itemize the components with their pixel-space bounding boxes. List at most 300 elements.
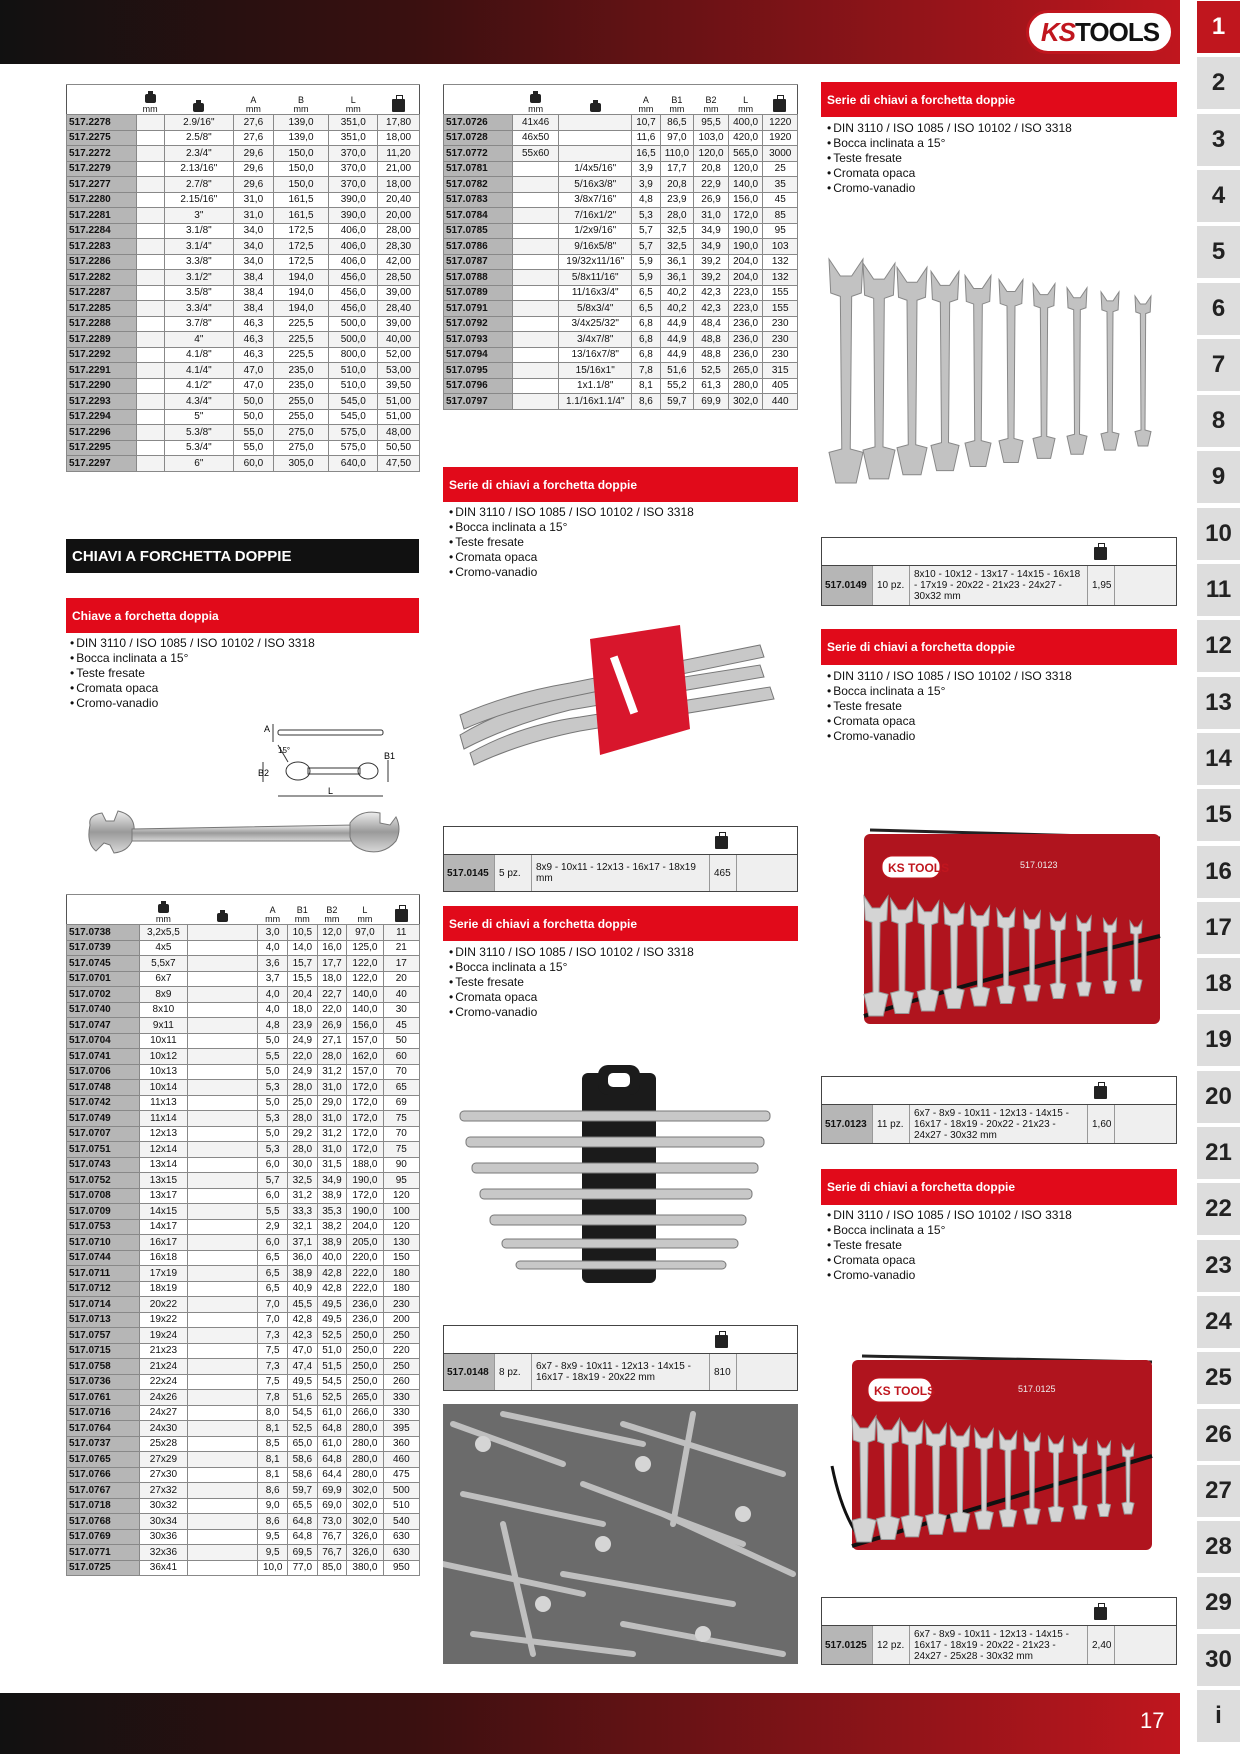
table-cell: 6,8 — [632, 332, 660, 348]
roll-logo: KS TOOLS — [874, 1384, 936, 1398]
table-cell: 9/16x5/8" — [559, 239, 632, 255]
table-cell: 59,7 — [287, 1483, 317, 1499]
feature-item: • Bocca inclinata a 15° — [827, 684, 1072, 699]
table-cell: 236,0 — [347, 1297, 383, 1313]
table-cell — [136, 192, 164, 208]
table-metric-wrenches — [66, 894, 420, 1576]
table-cell — [513, 208, 559, 224]
table-cell — [513, 161, 559, 177]
table-cell: 7,8 — [632, 363, 660, 379]
table-row — [67, 956, 420, 972]
article-code: 517.2297 — [67, 456, 137, 472]
table-cell: 3,0 — [258, 925, 288, 941]
table-cell: 17,7 — [660, 161, 694, 177]
chapter-tab-14[interactable]: 14 — [1197, 733, 1240, 785]
table-row — [67, 971, 420, 987]
table-cell: 11,20 — [378, 146, 420, 162]
table-cell: 5" — [164, 409, 234, 425]
table-cell: 157,0 — [347, 1033, 383, 1049]
article-code: 517.0789 — [444, 285, 513, 301]
article-code: 517.0797 — [444, 394, 513, 410]
feature-list-set-12 — [827, 1208, 1072, 1283]
table-cell: 223,0 — [728, 301, 763, 317]
table-cell: 140,0 — [347, 987, 383, 1003]
table-row — [444, 378, 798, 394]
table-cell: 36x41 — [139, 1560, 187, 1576]
table-cell: 20x22 — [139, 1297, 187, 1313]
table-row — [67, 115, 420, 131]
table-cell — [513, 192, 559, 208]
table-cell: 172,5 — [273, 254, 329, 270]
table-cell: 236,0 — [728, 316, 763, 332]
page-number: 17 — [1140, 1708, 1165, 1733]
kit-qty: 5 pz. — [494, 855, 531, 891]
chapter-tab-16[interactable]: 16 — [1197, 846, 1240, 898]
chapter-tab-22[interactable]: 22 — [1197, 1183, 1240, 1235]
table-cell: 20,8 — [660, 177, 694, 193]
feature-item: • DIN 3110 / ISO 1085 / ISO 10102 / ISO 3318 — [449, 505, 694, 520]
table-cell — [136, 270, 164, 286]
article-code: 517.0742 — [67, 1095, 140, 1111]
table-cell: 55,2 — [660, 378, 694, 394]
article-code: 517.0737 — [67, 1436, 140, 1452]
table-cell — [136, 363, 164, 379]
table-cell: 75 — [383, 1142, 419, 1158]
table-cell: 172,0 — [347, 1126, 383, 1142]
weight-icon — [1094, 1086, 1107, 1099]
table-cell: 190,0 — [347, 1173, 383, 1189]
table-cell: 5.3/4" — [164, 440, 234, 456]
table-cell: 4,0 — [258, 987, 288, 1003]
chapter-tab-19[interactable]: 19 — [1197, 1014, 1240, 1066]
table-cell: 6x7 — [139, 971, 187, 987]
dim-b2: B2 — [258, 768, 270, 778]
kit-517-0145 — [443, 826, 798, 892]
table-cell — [188, 1219, 258, 1235]
chapter-tab-29[interactable]: 29 — [1197, 1577, 1240, 1629]
kit-qty: 10 pz. — [872, 566, 909, 605]
table-cell — [188, 1374, 258, 1390]
table-cell: 3,7 — [258, 971, 288, 987]
table-cell: 42,3 — [287, 1328, 317, 1344]
table-cell: 150 — [383, 1250, 419, 1266]
table-row — [67, 1250, 420, 1266]
column-header: mm — [139, 895, 187, 925]
table-row — [444, 270, 798, 286]
chapter-tab-4[interactable]: 4 — [1197, 170, 1240, 222]
table-cell: 280,0 — [347, 1452, 383, 1468]
table-cell — [188, 1405, 258, 1421]
table-cell: 172,0 — [347, 1188, 383, 1204]
table-cell: 24x26 — [139, 1390, 187, 1406]
table-cell: 37,1 — [287, 1235, 317, 1251]
table-row — [444, 223, 798, 239]
table-cell: 11 — [383, 925, 419, 941]
table-cell: 52,5 — [287, 1421, 317, 1437]
table-cell: 73,0 — [317, 1514, 347, 1530]
table-cell: 1/4x5/16" — [559, 161, 632, 177]
table-row — [67, 332, 420, 348]
kit-qty: 8 pz. — [494, 1354, 531, 1390]
table-row — [67, 1235, 420, 1251]
table-cell: 23,9 — [660, 192, 694, 208]
table-cell: 5,5 — [258, 1204, 288, 1220]
table-cell: 120 — [383, 1188, 419, 1204]
table-cell: 5,3 — [258, 1111, 288, 1127]
table-row — [67, 1188, 420, 1204]
table-cell: 18,0 — [287, 1002, 317, 1018]
table-cell: 46,3 — [234, 332, 273, 348]
table-cell: 64,8 — [287, 1514, 317, 1530]
table-cell: 5,0 — [258, 1064, 288, 1080]
table-cell: 10x14 — [139, 1080, 187, 1096]
table-cell: 275,0 — [273, 425, 329, 441]
table-cell: 50,0 — [234, 409, 273, 425]
article-code: 517.0751 — [67, 1142, 140, 1158]
feature-item: • Bocca inclinata a 15° — [70, 651, 315, 666]
table-cell — [188, 1111, 258, 1127]
article-code: 517.0738 — [67, 925, 140, 941]
chapter-tab-24[interactable]: 24 — [1197, 1296, 1240, 1348]
article-code: 517.0771 — [67, 1545, 140, 1561]
chapter-tab-11[interactable]: 11 — [1197, 564, 1240, 616]
chapter-tab-9[interactable]: 9 — [1197, 451, 1240, 503]
chapter-tab-23[interactable]: 23 — [1197, 1240, 1240, 1292]
table-cell: 125,0 — [347, 940, 383, 956]
table-cell: 61,0 — [317, 1436, 347, 1452]
table-cell: 4,8 — [258, 1018, 288, 1034]
table-cell: 55x60 — [513, 146, 559, 162]
chapter-tab-25[interactable]: 25 — [1197, 1352, 1240, 1404]
table-cell: 5/8x3/4" — [559, 301, 632, 317]
table-cell — [188, 1018, 258, 1034]
table-cell: 28,0 — [660, 208, 694, 224]
table-cell: 2.7/8" — [164, 177, 234, 193]
table-row — [67, 1529, 420, 1545]
table-cell: 6,0 — [258, 1235, 288, 1251]
table-cell: 28,0 — [287, 1142, 317, 1158]
feature-item: • Cromata opaca — [70, 681, 315, 696]
chapter-tab-30[interactable]: 30 — [1197, 1634, 1240, 1686]
table-cell: 19x22 — [139, 1312, 187, 1328]
table-row — [67, 161, 420, 177]
table-cell: 7,5 — [258, 1343, 288, 1359]
table-row — [444, 192, 798, 208]
table-row — [67, 1018, 420, 1034]
chapter-tab-i[interactable]: i — [1197, 1690, 1240, 1742]
table-row — [67, 1483, 420, 1499]
table-cell: 110,0 — [660, 146, 694, 162]
table-cell: 360 — [383, 1436, 419, 1452]
table-cell: 97,0 — [660, 130, 694, 146]
table-cell: 97,0 — [347, 925, 383, 941]
chapter-tab-15[interactable]: 15 — [1197, 789, 1240, 841]
table-cell: 21 — [383, 940, 419, 956]
table-cell — [188, 1312, 258, 1328]
table-cell: 64,4 — [317, 1467, 347, 1483]
table-cell: 172,0 — [347, 1111, 383, 1127]
table-cell: 230 — [383, 1297, 419, 1313]
chapter-tab-10[interactable]: 10 — [1197, 508, 1240, 560]
article-code: 517.0769 — [67, 1529, 140, 1545]
chapter-tab-26[interactable]: 26 — [1197, 1409, 1240, 1461]
table-cell: 640,0 — [329, 456, 378, 472]
table-cell: 95,5 — [694, 115, 729, 131]
weight-icon — [392, 99, 405, 112]
article-code: 517.0743 — [67, 1157, 140, 1173]
table-cell: 38,2 — [317, 1219, 347, 1235]
article-code: 517.0753 — [67, 1219, 140, 1235]
table-cell — [136, 254, 164, 270]
table-row — [67, 1049, 420, 1065]
article-code: 517.2285 — [67, 301, 137, 317]
table-cell: 500,0 — [329, 316, 378, 332]
table-cell: 13x15 — [139, 1173, 187, 1189]
table-row — [67, 987, 420, 1003]
article-code: 517.0785 — [444, 223, 513, 239]
dim-angle: 15° — [278, 746, 291, 755]
table-cell: 250,0 — [347, 1374, 383, 1390]
table-cell: 6,5 — [632, 301, 660, 317]
table-cell: 17,7 — [317, 956, 347, 972]
table-cell: 22x24 — [139, 1374, 187, 1390]
table-cell: 65 — [383, 1080, 419, 1096]
table-cell — [136, 177, 164, 193]
kit-sizes: 8x10 - 10x12 - 13x17 - 14x15 - 16x18 - 17x19 - 20x22 - 21x23 - 24x27 - 30x32 mm — [909, 566, 1087, 605]
table-cell: 3.5/8" — [164, 285, 234, 301]
table-cell — [136, 425, 164, 441]
table-cell — [188, 1483, 258, 1499]
table-cell: 100 — [383, 1204, 419, 1220]
article-code: 517.0787 — [444, 254, 513, 270]
table-cell: 132 — [763, 270, 798, 286]
table-cell: 205,0 — [347, 1235, 383, 1251]
table-cell: 51,5 — [317, 1359, 347, 1375]
table-cell: 220 — [383, 1343, 419, 1359]
chapter-tab-6[interactable]: 6 — [1197, 283, 1240, 335]
product-title-set-8: Serie di chiavi a forchetta doppie — [443, 906, 798, 941]
table-cell: 14x17 — [139, 1219, 187, 1235]
feature-item: • Cromo-vanadio — [70, 696, 315, 711]
table-cell: 280,0 — [347, 1436, 383, 1452]
table-cell: 5,0 — [258, 1033, 288, 1049]
chapter-tab-5[interactable]: 5 — [1197, 226, 1240, 278]
feature-list-set-5 — [449, 505, 694, 580]
table-cell: 456,0 — [329, 285, 378, 301]
table-cell: 235,0 — [273, 363, 329, 379]
column-header: B mm — [273, 85, 329, 115]
table-cell — [513, 316, 559, 332]
table-row — [67, 208, 420, 224]
chapter-tab-28[interactable]: 28 — [1197, 1521, 1240, 1573]
table-cell: 6,5 — [258, 1281, 288, 1297]
chapter-tab-8[interactable]: 8 — [1197, 395, 1240, 447]
table-cell: 38,4 — [234, 285, 273, 301]
table-row — [67, 239, 420, 255]
table-cell: 3.3/4" — [164, 301, 234, 317]
table-cell: 162,0 — [347, 1049, 383, 1065]
table-cell — [188, 1359, 258, 1375]
table-row — [67, 347, 420, 363]
table-cell: 28,00 — [378, 223, 420, 239]
article-code: 517.0752 — [67, 1173, 140, 1189]
column-header-code — [67, 85, 137, 115]
table-row — [67, 270, 420, 286]
article-code: 517.0725 — [67, 1560, 140, 1576]
table-cell: 26,9 — [317, 1018, 347, 1034]
table-cell: 5,9 — [632, 254, 660, 270]
table-cell: 236,0 — [347, 1312, 383, 1328]
table-cell: 69 — [383, 1095, 419, 1111]
table-cell: 49,5 — [287, 1374, 317, 1390]
inch-size-icon — [193, 103, 204, 112]
table-cell: 5,7 — [632, 239, 660, 255]
table-cell: 33,3 — [287, 1204, 317, 1220]
chapter-tab-2[interactable]: 2 — [1197, 57, 1240, 109]
table-cell — [513, 223, 559, 239]
article-code: 517.0748 — [67, 1080, 140, 1096]
table-cell: 236,0 — [728, 332, 763, 348]
article-code: 517.0784 — [444, 208, 513, 224]
table-cell: 7,0 — [258, 1297, 288, 1313]
table-cell: 8,1 — [258, 1452, 288, 1468]
header-bar — [0, 0, 1180, 64]
table-cell: 11x14 — [139, 1111, 187, 1127]
product-title-set-12: Serie di chiavi a forchetta doppie — [821, 1169, 1177, 1205]
table-cell: 194,0 — [273, 270, 329, 286]
table-cell: 85,0 — [317, 1560, 347, 1576]
table-cell: 22,0 — [287, 1049, 317, 1065]
table-row — [444, 363, 798, 379]
table-cell: 7,3 — [258, 1359, 288, 1375]
table-cell: 45,5 — [287, 1297, 317, 1313]
table-cell: 22,9 — [694, 177, 729, 193]
table-cell — [513, 285, 559, 301]
table-cell: 1/2x9/16" — [559, 223, 632, 239]
table-cell: 565,0 — [728, 146, 763, 162]
table-row — [444, 208, 798, 224]
table-row — [67, 301, 420, 317]
article-code: 517.0736 — [67, 1374, 140, 1390]
feature-item: • Bocca inclinata a 15° — [449, 960, 694, 975]
table-cell: 280,0 — [347, 1467, 383, 1483]
chapter-tab-18[interactable]: 18 — [1197, 958, 1240, 1010]
chapter-tab-27[interactable]: 27 — [1197, 1465, 1240, 1517]
table-cell: 326,0 — [347, 1529, 383, 1545]
set-10-photo — [822, 255, 1172, 495]
article-code: 517.0747 — [67, 1018, 140, 1034]
table-cell: 161,5 — [273, 192, 329, 208]
table-cell: 18,0 — [317, 971, 347, 987]
feature-item: • DIN 3110 / ISO 1085 / ISO 10102 / ISO 3318 — [827, 669, 1072, 684]
wrench-shape — [1067, 288, 1087, 454]
table-cell: 31,0 — [694, 208, 729, 224]
chapter-tab-3[interactable]: 3 — [1197, 114, 1240, 166]
table-row — [67, 1312, 420, 1328]
table-cell — [188, 971, 258, 987]
chapter-tab-13[interactable]: 13 — [1197, 677, 1240, 729]
column-header — [164, 85, 234, 115]
table-cell: 510,0 — [329, 378, 378, 394]
table-cell: 32,5 — [660, 223, 694, 239]
table-cell: 406,0 — [329, 223, 378, 239]
column-header-code — [444, 85, 513, 115]
article-code: 517.2288 — [67, 316, 137, 332]
table-cell — [188, 1033, 258, 1049]
table-row — [67, 1157, 420, 1173]
table-cell: 31,0 — [317, 1142, 347, 1158]
wrench-size-icon — [158, 904, 169, 913]
table-cell — [136, 378, 164, 394]
table-cell — [188, 1173, 258, 1189]
table-cell: 103 — [763, 239, 798, 255]
table-cell — [513, 378, 559, 394]
article-code: 517.2295 — [67, 440, 137, 456]
dim-a: A — [264, 724, 271, 734]
table-cell: 29,2 — [287, 1126, 317, 1142]
table-cell: 150,0 — [273, 177, 329, 193]
table-cell — [136, 146, 164, 162]
chapter-tab-7[interactable]: 7 — [1197, 339, 1240, 391]
table-cell: 6,5 — [258, 1250, 288, 1266]
table-cell: 172,0 — [347, 1095, 383, 1111]
table-cell: 260 — [383, 1374, 419, 1390]
article-code: 517.0782 — [444, 177, 513, 193]
table-cell: 17,80 — [378, 115, 420, 131]
table-row — [67, 425, 420, 441]
table-cell — [559, 130, 632, 146]
table-cell: 6,5 — [258, 1266, 288, 1282]
table-cell: 42,00 — [378, 254, 420, 270]
table-cell: 351,0 — [329, 115, 378, 131]
article-code: 517.0767 — [67, 1483, 140, 1499]
table-cell: 172,0 — [347, 1142, 383, 1158]
table-cell: 50,0 — [234, 394, 273, 410]
table-cell — [188, 1545, 258, 1561]
table-cell: 10,7 — [632, 115, 660, 131]
table-cell: 31,0 — [317, 1080, 347, 1096]
table-row — [67, 146, 420, 162]
table-cell: 230 — [763, 332, 798, 348]
table-cell: 45 — [383, 1018, 419, 1034]
table-row — [67, 394, 420, 410]
table-row — [67, 409, 420, 425]
table-cell: 29,6 — [234, 177, 273, 193]
article-code: 517.2280 — [67, 192, 137, 208]
table-cell: 8,1 — [258, 1421, 288, 1437]
table-cell: 370,0 — [329, 146, 378, 162]
table-cell: 380,0 — [347, 1560, 383, 1576]
table-cell — [136, 115, 164, 131]
table-cell — [188, 1343, 258, 1359]
table-cell: 69,9 — [694, 394, 729, 410]
chapter-tab-12[interactable]: 12 — [1197, 620, 1240, 672]
table-cell: 28,0 — [287, 1111, 317, 1127]
table-cell: 76,7 — [317, 1529, 347, 1545]
table-row — [444, 316, 798, 332]
table-cell: 60 — [383, 1049, 419, 1065]
table-row — [67, 1545, 420, 1561]
table-cell: 540 — [383, 1514, 419, 1530]
chapter-tab-21[interactable]: 21 — [1197, 1127, 1240, 1179]
feature-item: • Bocca inclinata a 15° — [827, 1223, 1072, 1238]
chapter-tab-1[interactable]: 1 — [1197, 1, 1240, 53]
chapter-tab-20[interactable]: 20 — [1197, 1071, 1240, 1123]
table-cell: 150,0 — [273, 146, 329, 162]
chapter-tab-17[interactable]: 17 — [1197, 902, 1240, 954]
table-cell: 265,0 — [728, 363, 763, 379]
table-cell: 47,50 — [378, 456, 420, 472]
